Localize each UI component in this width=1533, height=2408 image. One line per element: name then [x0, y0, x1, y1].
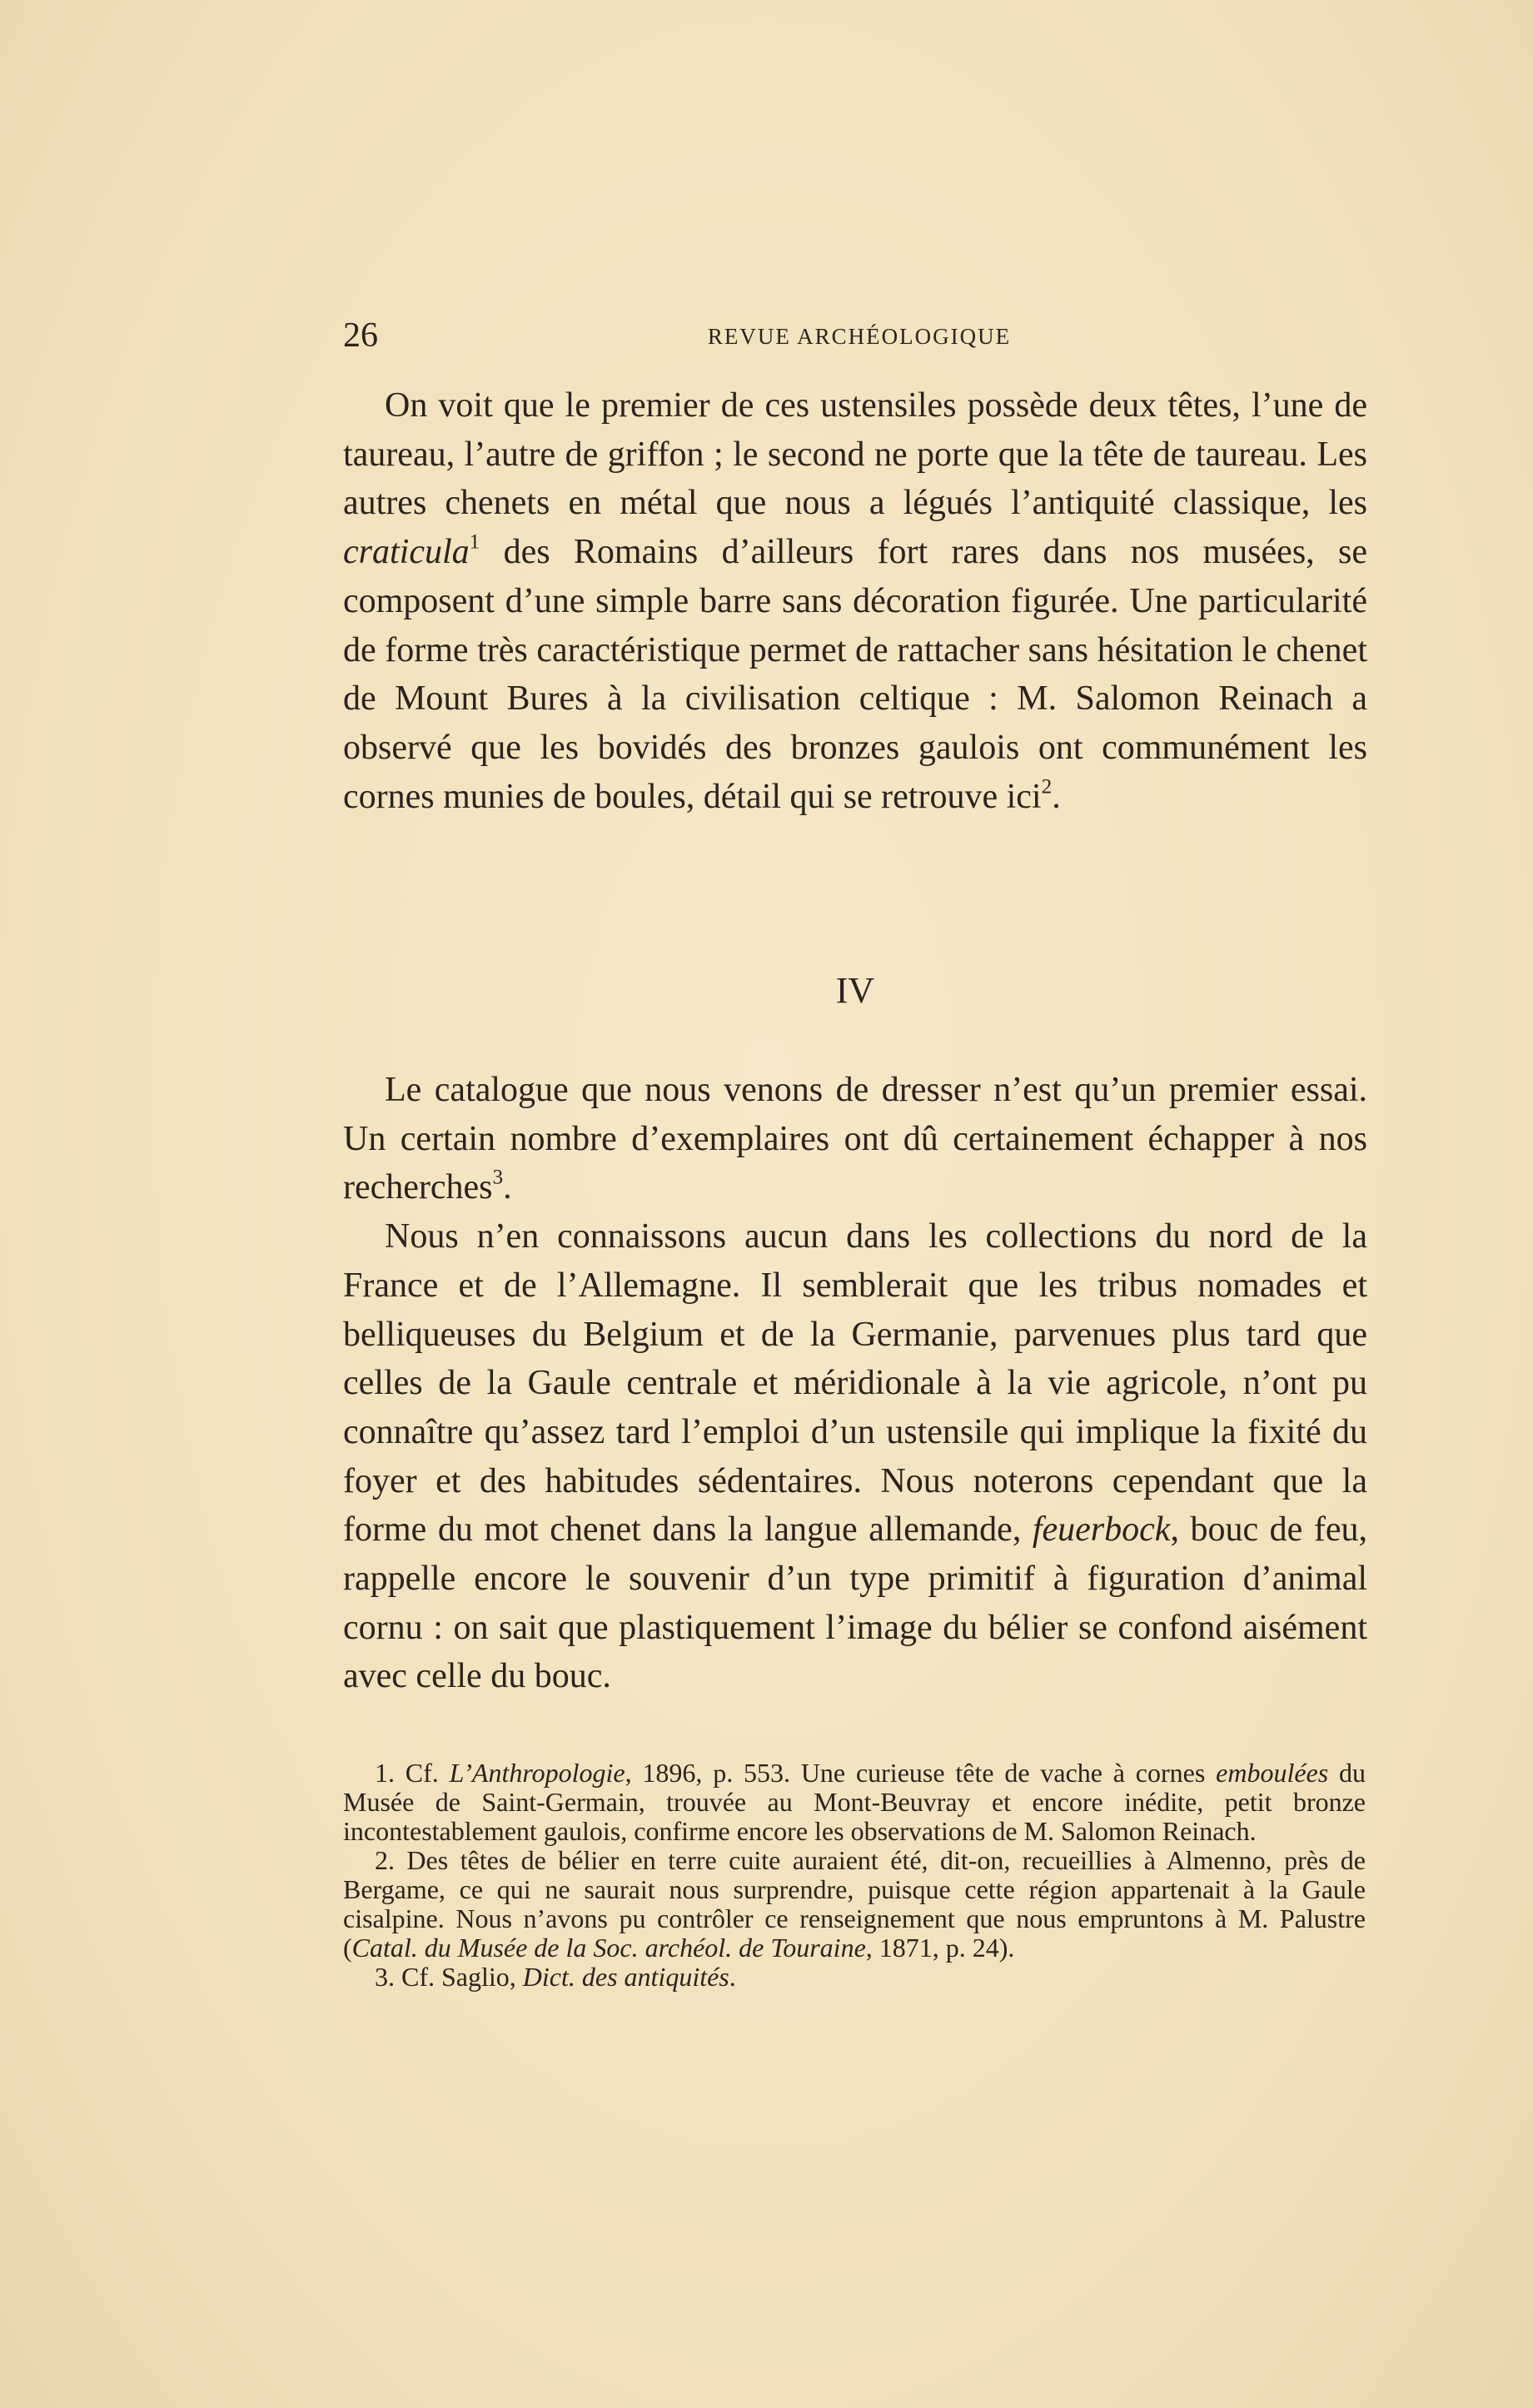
- running-head: REVUE ARCHÉOLOGIQUE: [707, 324, 1012, 349]
- footnote-3: 3. Cf. Saglio, Dict. des antiquités.: [375, 1962, 736, 1992]
- page-header: [343, 315, 1376, 356]
- paragraph: Nous n’en connaissons aucun dans les collections du nord de la France et de l’Allemagne. Il semblerait que les tribus nomades et belliqueuses du Belgium et de la Germanie, parvenues plus tard que celles de la Gaule centrale et méridionale à la vie agricole, n’ont pu connaître qu’assez tard l’emploi d’un ustensile qui implique la fixité du foyer et des habitudes sédentaires. Nous noterons cependant que la forme du mot chenet dans la langue allemande, feuerbock, bouc de feu, rappelle encore le souvenir d’un type primitif à figuration d’animal cornu : on sait que plastiquement l’image du bélier se confond aisément avec celle du bouc.: [343, 1217, 1367, 1696]
- section-heading: IV: [835, 970, 875, 1011]
- paragraph: On voit que le premier de ces ustensiles possède deux têtes, l’une de taureau, l’autre de griffon ; le second ne porte que la tête de taureau. Les autres chenets en métal que nous a légués l’antiquité classique, les craticula$^1$ des Romains d’ailleurs fort rares dans nos musées, se composent d’une simple barre sans décoration figurée. Une particularité de forme très caractéristique permet de rattacher sans hésitation le chenet de Mount Bures à la civilisation celtique : M. Salomon Reinach a observé que les bovidés des bronzes gaulois ont communément les cornes munies de boules, détail qui se retrouve ici$^2$.: [343, 386, 1367, 816]
- italic-term: feuerbock: [1032, 1510, 1171, 1550]
- footnote-ref: 2: [1041, 775, 1053, 798]
- page-number: 26: [343, 316, 378, 355]
- body-text-section-4: [343, 1066, 1367, 1701]
- footnotes: [343, 1759, 1366, 1992]
- footnote-2: 2. Des têtes de bélier en terre cuite auraient été, dit-on, recueillies à Almenno, près de Bergame, ce qui ne saurait nous surprendre, puisque cette région appartenait à la Gaule cisalpine. Nous n’avons pu contrôler ce renseignement que nous empruntons à M. Palustre (Catal. du Musée de la Soc. archéol. de Touraine, 1871, p. 24).: [343, 1845, 1366, 1963]
- footnote-ref: 3: [492, 1166, 504, 1189]
- paragraph: Le catalogue que nous venons de dresser n’est qu’un premier essai. Un certain nombre d’exemplaires ont dû certainement échapper à nos recherches$^3$.: [343, 1071, 1367, 1207]
- footnote-ref: 1: [469, 530, 480, 554]
- body-text-section-3: [343, 381, 1367, 821]
- italic-term: craticula: [343, 533, 470, 572]
- footnote-1: 1. Cf. L’Anthropologie, 1896, p. 553. Une curieuse tête de vache à cornes emboulées du Musée de Saint-Germain, trouvée au Mont-Beuvray et encore inédite, petit bronze incontestablement gaulois, confirme encore les observations de M. Salomon Reinach.: [343, 1758, 1366, 1846]
